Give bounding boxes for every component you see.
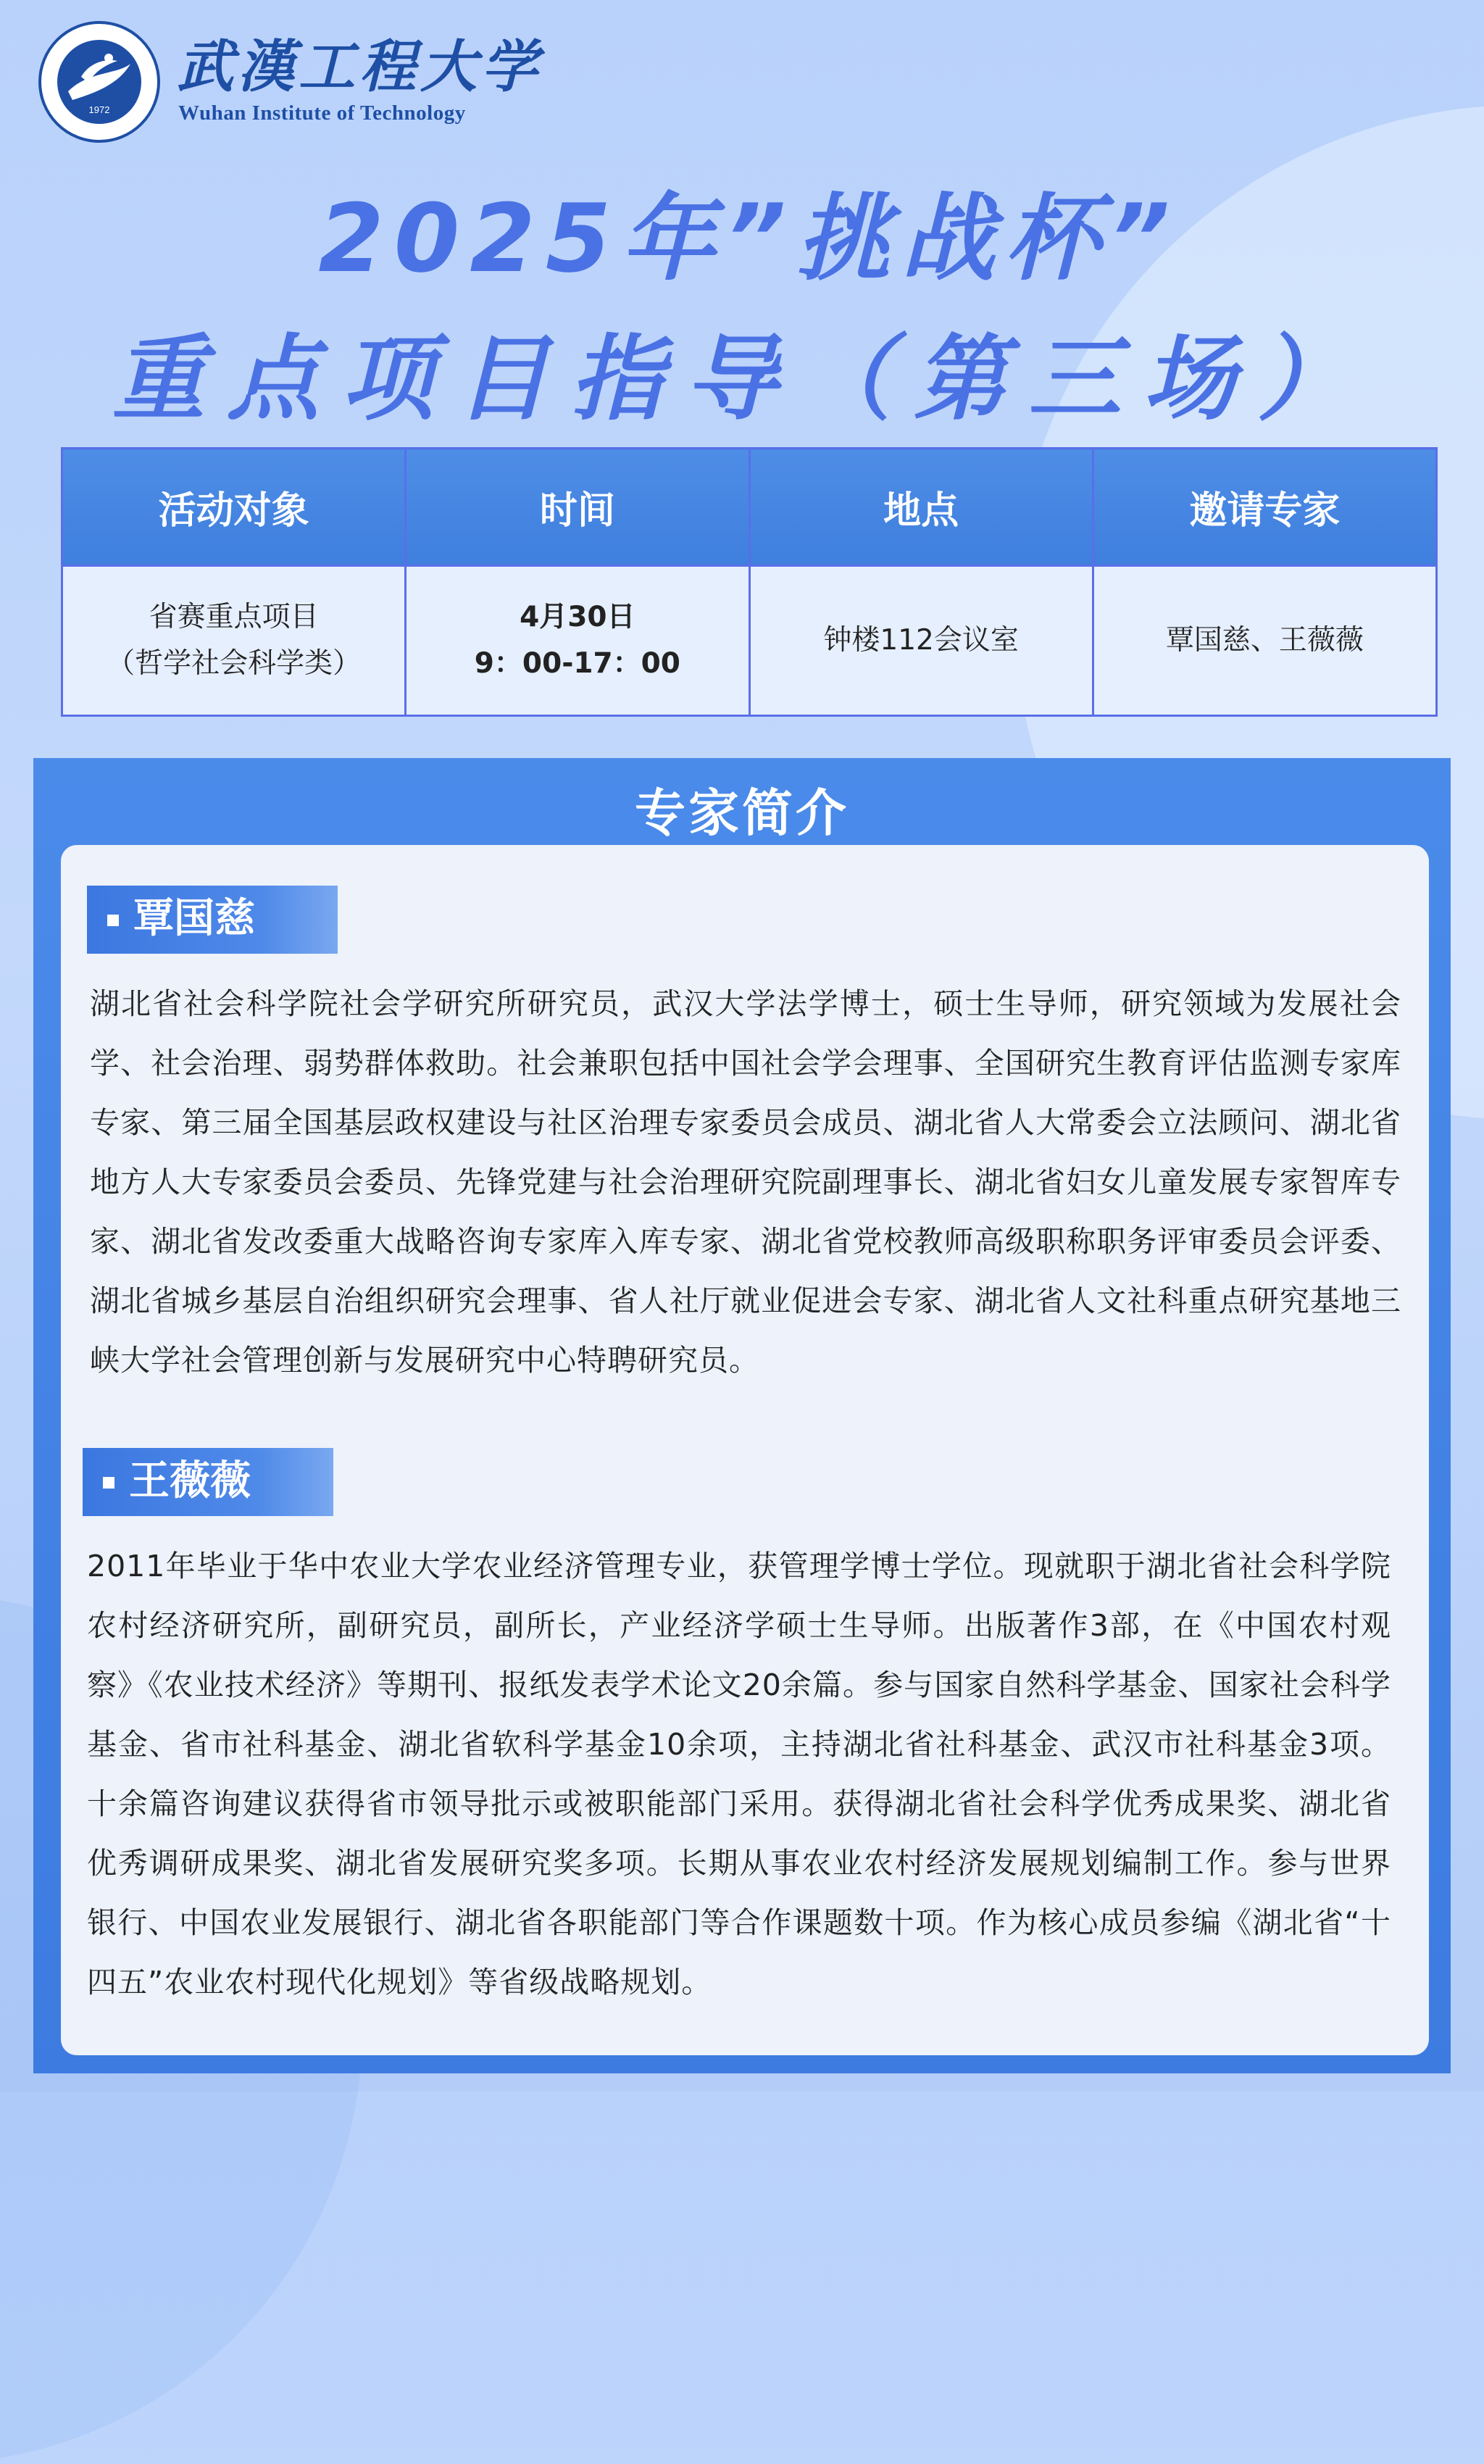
poster-title-line1: 2025年”挑战杯” <box>318 183 1180 294</box>
event-time: 9：00-17：00 <box>474 647 680 680</box>
expert-name-tag-2 <box>83 1448 333 1516</box>
experts-panel <box>33 758 1451 2073</box>
header-time: 时间 <box>406 449 749 566</box>
header-location: 地点 <box>749 449 1093 566</box>
cell-experts: 覃国慈、王薇薇 <box>1093 566 1436 716</box>
header-audience: 活动对象 <box>62 449 406 566</box>
poster-title-line2: 重点项目指导（第三场） <box>112 325 1372 433</box>
expert-name-tag-1 <box>87 886 338 954</box>
event-info-table <box>61 447 1438 717</box>
expert-name-1: 覃国慈 <box>133 895 255 942</box>
cell-location: 钟楼112会议室 <box>749 566 1093 716</box>
audience-line1: 省赛重点项目 <box>149 601 319 633</box>
experts-panel-content <box>61 845 1429 2055</box>
university-name-cn: 武漢工程大学 <box>177 34 543 100</box>
audience-line2: （哲学社会科学类） <box>107 647 362 680</box>
university-logo-icon <box>38 20 161 143</box>
expert-name-2: 王薇薇 <box>129 1457 251 1504</box>
table-header-row <box>62 449 1437 566</box>
header-experts: 邀请专家 <box>1093 449 1436 566</box>
university-name-en: Wuhan Institute of Technology <box>178 101 466 125</box>
bullet-square-icon <box>103 1477 114 1489</box>
expert-bio-1: 湖北省社会科学院社会学研究所研究员，武汉大学法学博士，硕士生导师，研究领域为发展社会学、社会治理、弱势群体救助。社会兼职包括中国社会学会理事、全国研究生教育评估监测专家库专家、第三届全国基层政权建设与社区治理专家委员会成员、湖北省人大常委会立法顾问、湖北省地方人大专家委员会委员、先锋党建与社会治理研究院副理事长、湖北省妇女儿童发展专家智库专家、湖北省发改委重大战略咨询专家库入库专家、湖北省党校教师高级职称职务评审委员会评委、湖北省城乡基层自治组织研究会理事、省人社厅就业促进会专家、湖北省人文社科重点研究基地三峡大学社会管理创新与发展研究中心特聘研究员。 <box>90 986 1401 1378</box>
expert-bio-2: 2011年毕业于华中农业大学农业经济管理专业，获管理学博士学位。现就职于湖北省社会科学院农村经济研究所，副研究员，副所长，产业经济学硕士生导师。出版著作3部，在《中国农村观察》《农业技术经济》等期刊、报纸发表学术论文20余篇。参与国家自然科学基金、国家社会科学基金、省市社科基金、湖北省软科学基金10余项，主持湖北省社科基金、武汉市社科基金3项。十余篇咨询建议获得省市领导批示或被职能部门采用。获得湖北省社会科学优秀成果奖、湖北省优秀调研成果奖、湖北省发展研究奖多项。长期从事农业农村经济发展规划编制工作。参与世界银行、中国农业发展银行、湖北省各职能部门等合作课题数十项。作为核心成员参编《湖北省“十四五”农业农村现代化规划》等省级战略规划。 <box>87 1549 1391 1999</box>
logo-year: 1972 <box>88 104 110 115</box>
event-date: 4月30日 <box>520 601 635 633</box>
table-row <box>62 566 1437 716</box>
experts-section-title: 专家简介 <box>635 783 849 843</box>
cell-audience <box>62 566 406 716</box>
bullet-square-icon <box>107 915 119 926</box>
cell-time <box>406 566 749 716</box>
